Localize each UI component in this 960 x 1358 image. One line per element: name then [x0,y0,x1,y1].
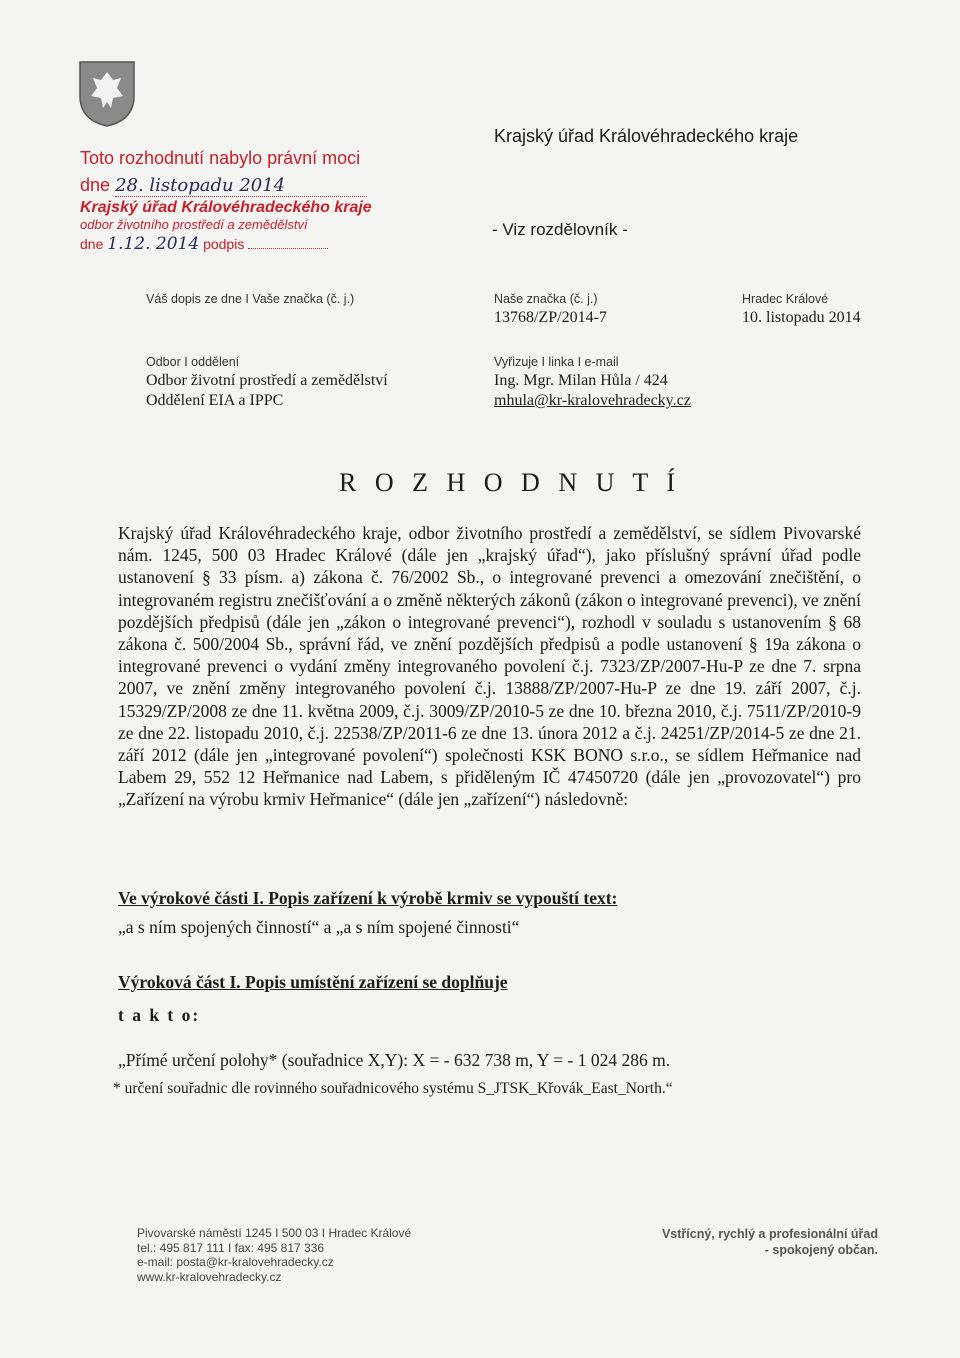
stamp-department: odbor životního prostředí a zemědělství [80,217,308,232]
footnote: * určení souřadnic dle rovinného souřadnicového systému S_JTSK_Křovák_East_North.“ [113,1080,673,1097]
document-title: R O Z H O D N U T Í [339,468,681,497]
stamp-podpis-label: podpis [203,236,245,252]
handler-email[interactable] [494,392,691,410]
decision-body: Krajský úřad Královéhradeckého kraje, odbor životního prostředí a zemědělství, se sídlem Pivovarské nám. 1245, 500 03 Hradec Králové (dále jen „krajský úřad“), jako příslušný správní úřad podle ustanovení § 33 písm. a) zákona č. 76/2002 Sb., o integrované prevenci a omezování znečištění, o integrovaném registru znečišťování a o změně některých zákonů (zákon o integrované prevenci), ve znění pozdějších předpisů (dále jen „zákon o integrované prevenci“), rozhodl v souladu s ustanovením § 68 zákona č. 500/2004 Sb., správní řád, ve znění pozdějších předpisů a podle ustanovení § 19a zákona o integrované prevenci o vydání změny integrovaného povolení č.j. 7323/ZP/2007-Hu-P ze dne 7. srpna 2007, ve znění změny integrovaného povolení č.j. 13888/ZP/2007-Hu-P ze dne 19. září 2007, č.j. 15329/ZP/2008 ze dne 11. května 2009, č.j. 3009/ZP/2010-5 ze dne 10. března 2010, č.j. 7511/ZP/2010-9 ze dne 22. listopadu 2010, č.j. 22538/ZP/2011-6 ze dne 13. února 2012 a č.j. 24251/ZP/2014-5 ze dne 21. září 2012 (dále jen „integrované povolení“) společnosti KSK BONO s.r.o., se sídlem Heřmanice nad Labem 29, 552 12 Heřmanice nad Labem, s přiděleným IČ 47450720 (dále jen „provozovatel“) pro „Zařízení na výrobu krmiv Heřmanice“ (dále jen „zařízení“) následovně: [118,523,861,810]
section-1-text: „a s ním spojených činností“ a „a s ním spojené činnosti“ [118,917,520,937]
footer-motto [662,1226,878,1258]
department-line-2: Oddělení EIA a IPPC [146,392,284,409]
your-ref-label: Váš dopis ze dne I Vaše značka (č. j.) [146,292,355,306]
stamp-handwritten-date: 28. listopadu 2014 [115,175,286,196]
footer-web[interactable]: www.kr-kralovehradecky.cz [137,1269,282,1284]
department-line-1: Odbor životní prostředí a zemědělství [146,372,388,389]
section-2-heading: Výroková část I. Popis umístění zařízení se doplňuje [118,972,508,992]
our-ref-value: 13768/ZP/2014-7 [494,309,607,326]
stamp-handwritten-date-2: 1.12. 2014 [107,234,200,254]
footer-motto-line-1: Vstřícný, rychlý a profesionální úřad [661,1227,878,1241]
coat-of-arms-logo [78,60,136,128]
handler-label: Vyřizuje I linka I e-mail [494,355,619,369]
stamp-authority: Krajský úřad Královéhradeckého kraje [80,199,372,216]
footer-address: Pivovarské náměstí 1245 I 500 03 I Hradec Králové [137,1226,412,1240]
footer-contact [137,1226,411,1284]
footer-phone: tel.: 495 817 111 I fax: 495 817 336 [137,1240,325,1255]
footer-email[interactable]: e-mail: posta@kr-kralovehradecky.cz [137,1255,334,1269]
document-date: 10. listopadu 2014 [742,309,861,326]
stamp-line-1: Toto rozhodnutí nabylo právní moci [80,148,361,168]
takto-label: t a k t o: [118,1005,201,1025]
email-link[interactable]: mhula@kr-kralovehradecky.cz [494,392,691,409]
section-1-heading: Ve výrokové části I. Popis zařízení k výrobě krmiv se vypouští text: [118,888,618,908]
stamp-dne-label: dne [80,175,111,195]
handler-value: Ing. Mgr. Milan Hůla / 424 [494,372,668,389]
department-label: Odbor I oddělení [146,355,240,369]
position-text: „Přímé určení polohy* (souřadnice X,Y): X = - 632 738 m, Y = - 1 024 286 m. [118,1050,671,1070]
office-name: Krajský úřad Královéhradeckého kraje [494,126,799,146]
footer-motto-line-2: - spokojený občan. [764,1243,878,1257]
legal-effect-stamp [80,148,410,254]
place-label: Hradec Králové [742,292,829,306]
recipient: - Viz rozdělovník - [492,220,628,239]
stamp-dne2-label: dne [80,236,104,252]
our-ref-label: Naše značka (č. j.) [494,292,598,306]
